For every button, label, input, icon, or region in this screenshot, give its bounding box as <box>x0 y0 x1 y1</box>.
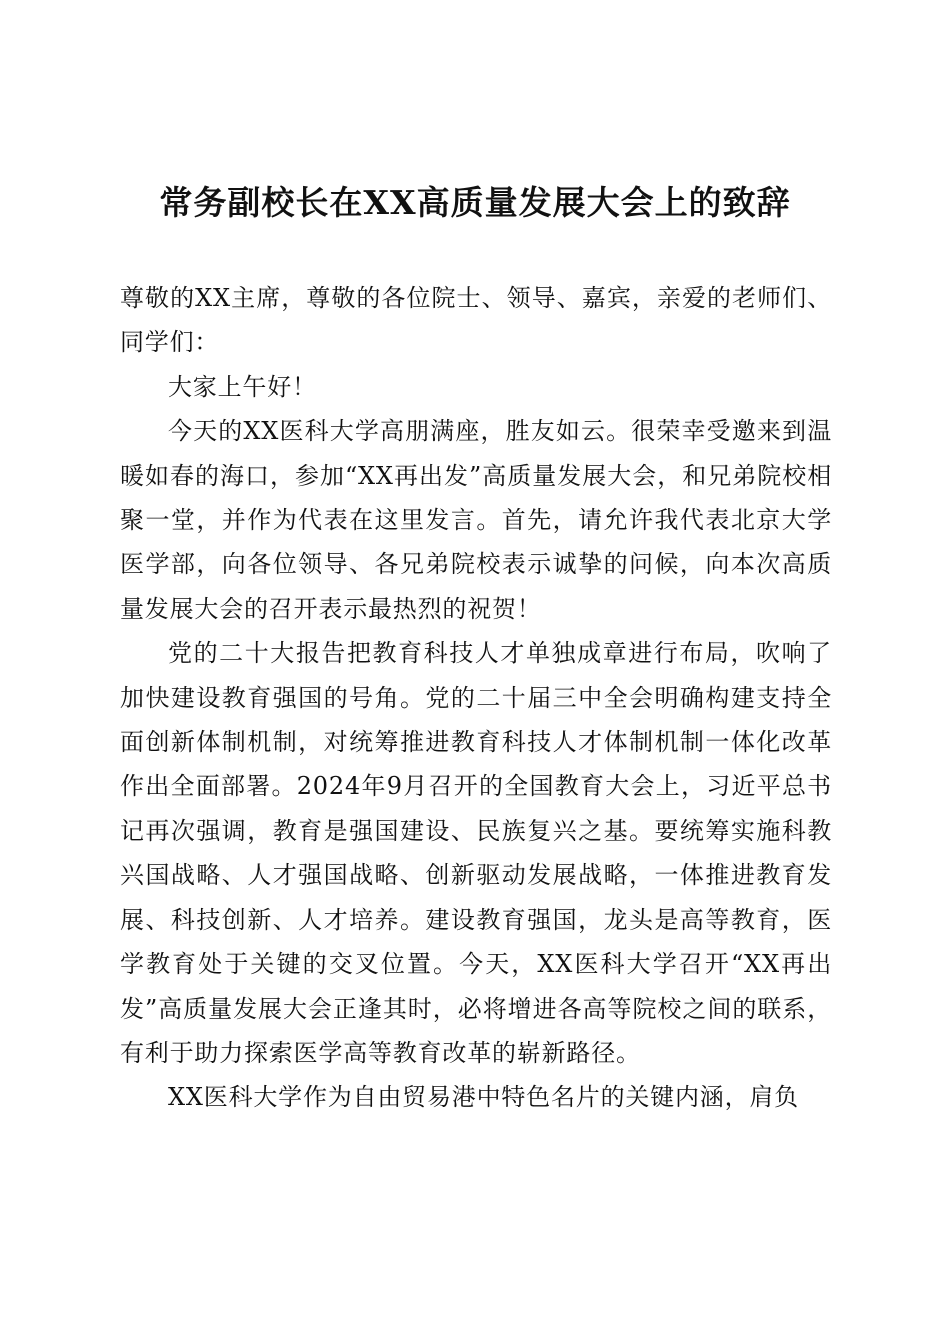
body-paragraph: 今天的XX医科大学高朋满座，胜友如云。很荣幸受邀来到温暖如春的海口，参加“XX再出发”高质量发展大会，和兄弟院校相聚一堂，并作为代表在这里发言。首先，请允许我代表北京大学医学部，向各位领导、各兄弟院校表示诚挚的问候，向本次高质量发展大会的召开表示最热烈的祝贺！ <box>120 417 832 623</box>
document-body <box>120 276 832 1120</box>
document-title: 常务副校长在XX高质量发展大会上的致辞 <box>159 183 791 222</box>
body-paragraph: 党的二十大报告把教育科技人才单独成章进行布局，吹响了加快建设教育强国的号角。党的二十届三中全会明确构建支持全面创新体制机制，对统筹推进教育科技人才体制机制一体化改革作出全面部署。2024年9月召开的全国教育大会上，习近平总书记再次强调，教育是强国建设、民族复兴之基。要统筹实施科教兴国战略、人才强国战略、创新驱动发展战略，一体推进教育发展、科技创新、人才培养。建设教育强国，龙头是高等教育，医学教育处于关键的交叉位置。今天，XX医科大学召开“XX再出发”高质量发展大会正逢其时，必将增进各高等院校之间的联系，有利于助力探索医学高等教育改革的崭新路径。 <box>120 639 832 1067</box>
salutation-paragraph: 尊敬的XX主席，尊敬的各位院士、领导、嘉宾，亲爱的老师们、同学们： <box>120 284 832 357</box>
greeting-paragraph: 大家上午好！ <box>168 372 317 401</box>
body-paragraph: XX医科大学作为自由贸易港中特色名片的关键内涵，肩负 <box>168 1083 799 1112</box>
